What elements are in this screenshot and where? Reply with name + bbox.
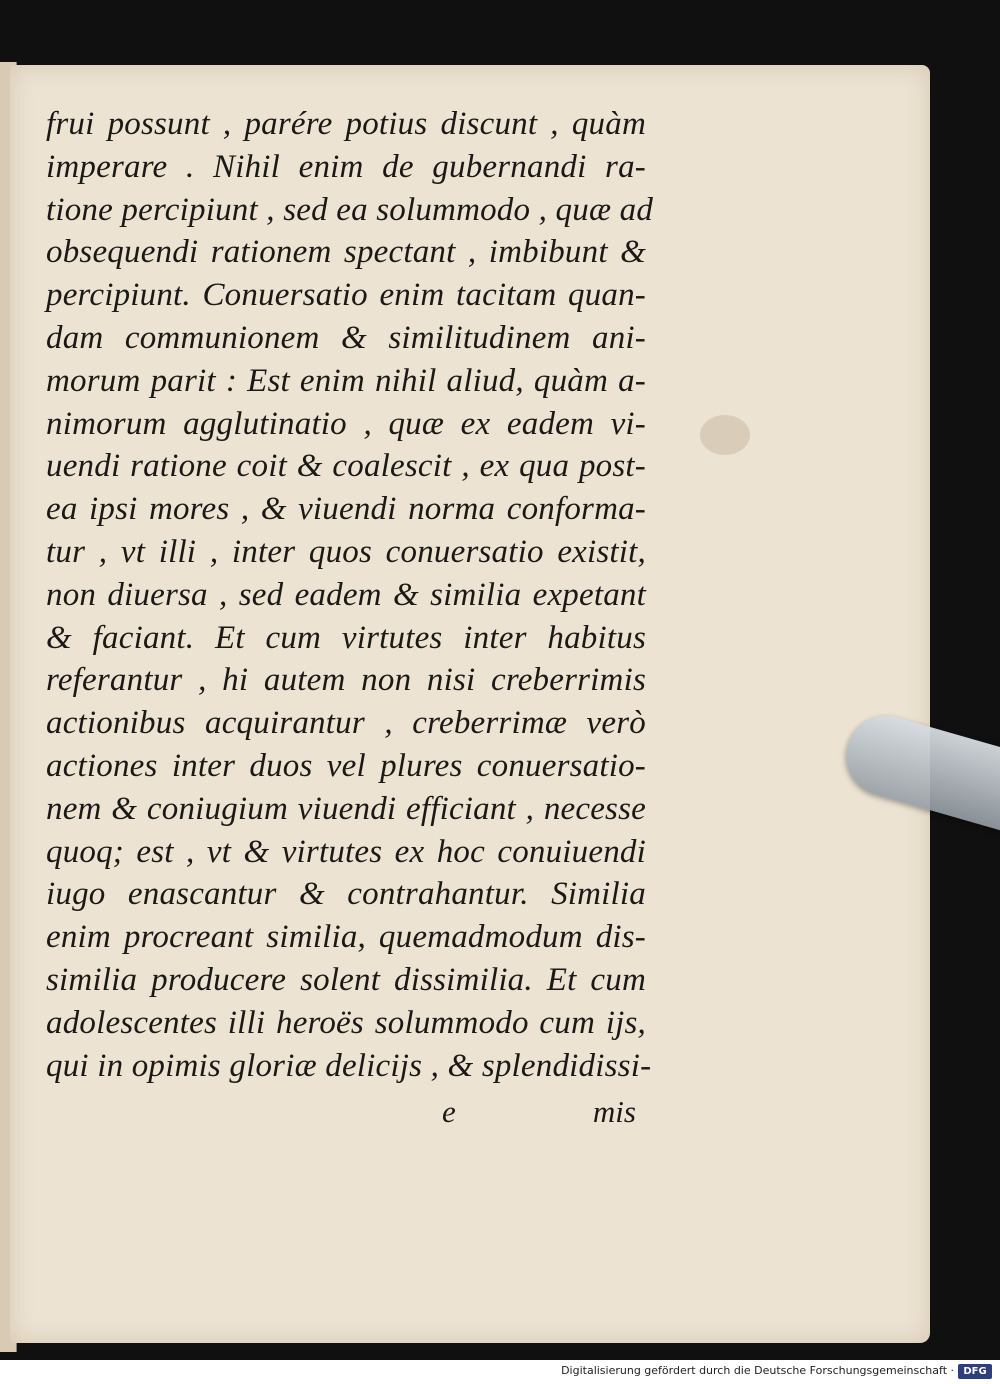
text-line: tur , vt illi , inter quos conuersatio existit, xyxy=(46,534,646,570)
signature-mark: e xyxy=(442,1094,456,1129)
text-line: referantur , hi autem non nisi creberrimis xyxy=(46,662,646,699)
text-line: non diuersa , sed eadem & similia expetant xyxy=(46,576,646,613)
text-line: qui in opimis gloriæ delicijs , & splendidissi- xyxy=(46,1047,652,1084)
text-line: nem & coniugium viuendi efficiant , necesse xyxy=(46,790,646,827)
footer-bar xyxy=(0,1360,1000,1384)
text-line: similia producere solent dissimilia. Et cum xyxy=(46,962,646,998)
text-line: frui possunt , parére potius discunt , quàm xyxy=(46,106,646,142)
text-line: enim procreant similia, quemadmodum dis- xyxy=(46,919,646,956)
text-line: quoq; est , vt & virtutes ex hoc conuiuendi xyxy=(46,833,646,870)
catchword: mis xyxy=(592,1094,636,1129)
text-line: tione percipiunt , sed ea solummodo , quæ ad xyxy=(46,191,654,228)
page-foot xyxy=(46,1094,636,1134)
text-line: imperare . Nihil enim de gubernandi ra- xyxy=(46,148,646,185)
text-line: uendi ratione coit & coalescit , ex qua post- xyxy=(46,448,646,485)
text-line: actionibus acquirantur , creberrimæ verò xyxy=(46,705,646,742)
text-line: ea ipsi mores , & viuendi norma conforma- xyxy=(46,491,646,528)
text-line: morum parit : Est enim nihil aliud, quàm a- xyxy=(46,362,646,399)
paper-stain xyxy=(700,415,750,455)
text-line: & faciant. Et cum virtutes inter habitus xyxy=(46,619,646,656)
dfg-logo-icon: DFG xyxy=(958,1364,992,1379)
text-line: adolescentes illi heroës solummodo cum ijs, xyxy=(46,1004,646,1041)
text-line: percipiunt. Conuersatio enim tacitam quan- xyxy=(46,277,646,314)
text-line: dam communionem & similitudinem ani- xyxy=(46,320,646,356)
text-line: actiones inter duos vel plures conuersatio- xyxy=(46,748,646,784)
footer-credit: Digitalisierung gefördert durch die Deutsche Forschungsgemeinschaft · xyxy=(561,1364,954,1377)
text-line: nimorum agglutinatio , quæ ex eadem vi- xyxy=(46,405,646,442)
text-line: obsequendi rationem spectant , imbibunt & xyxy=(46,234,646,271)
text-line: iugo enascantur & contrahantur. Similia xyxy=(46,876,646,913)
